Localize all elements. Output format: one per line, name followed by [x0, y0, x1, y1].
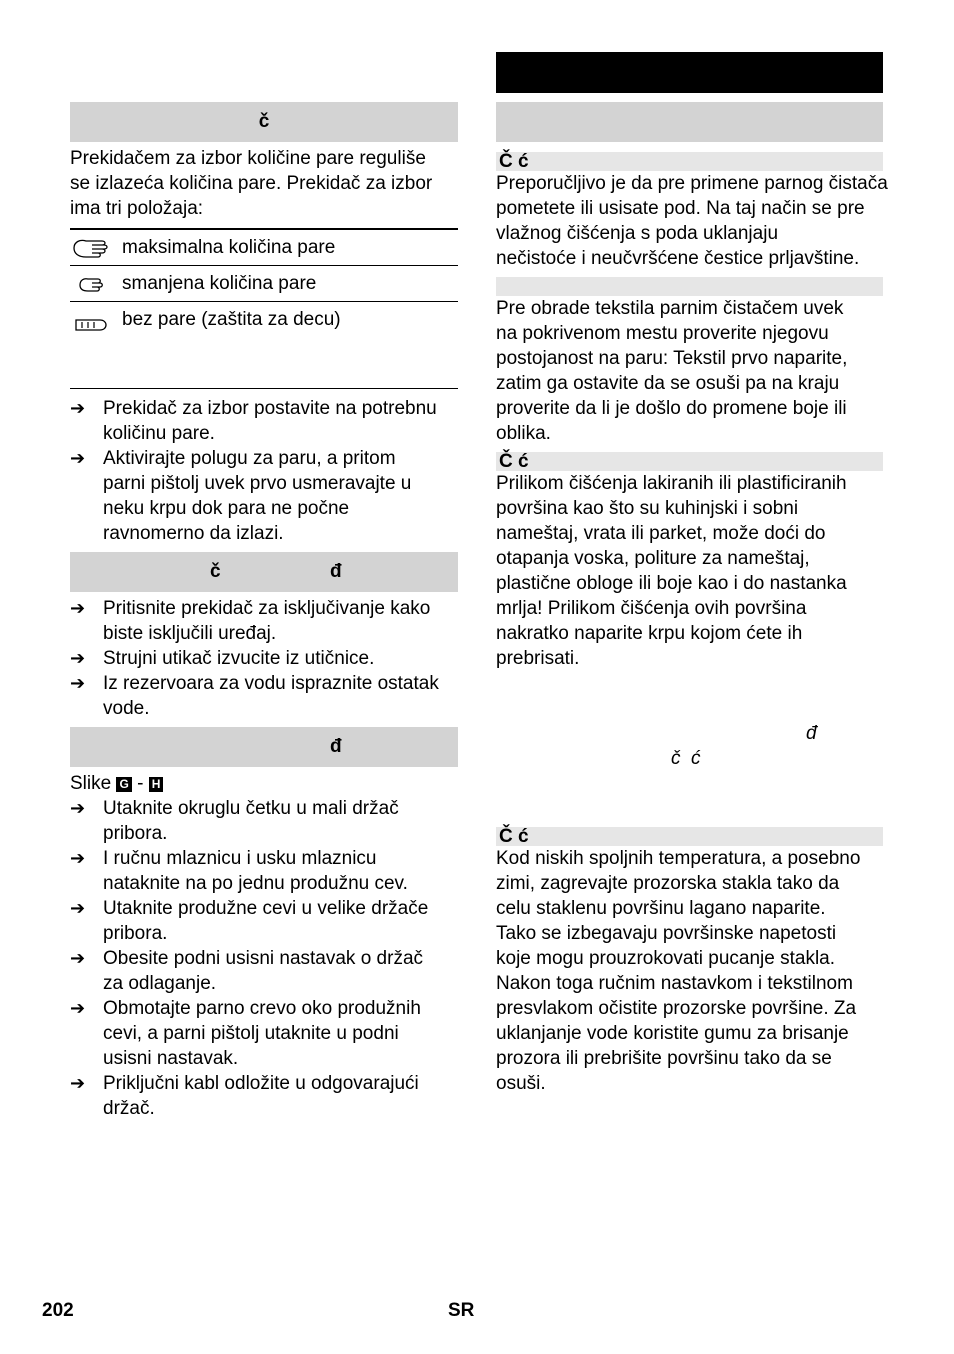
- steam-intro-paragraph: [70, 146, 465, 221]
- arrow-right-icon: ➔: [70, 448, 86, 468]
- no-steam-child-lock-icon: [72, 312, 110, 336]
- section-heading-text: đ: [330, 736, 342, 757]
- subheading-windows: [496, 827, 883, 846]
- section-heading-text: č: [258, 111, 270, 132]
- max-steam-icon: [72, 236, 110, 260]
- text-line: se izlazeća količina pare. Prekidač za izbor: [70, 173, 433, 194]
- italic-fragment: č ć: [671, 748, 701, 769]
- windows-paragraph: Kod niskih spoljnih temperatura, a posebno zimi, zagrevajte prozorska stakla tako da celu staklenu površinu lagano naparite. Tako se izbegavaju površinske napetosti koje mogu prouzrokovati pucanje stakla. Nakon toga ručnim nastavkom i tekstilnom presvlakom očistite prozorske površine. Za uklanjanje vode koristite gumu za brisanje prozora ili prebrišite površinu tako da se osuši.: [496, 848, 861, 1094]
- figure-separator: -: [137, 773, 144, 794]
- italic-fragment: đ: [806, 723, 817, 744]
- arrow-right-icon: ➔: [70, 398, 86, 418]
- steam-table-row-reduced: [70, 265, 458, 302]
- page-number: 202: [42, 1300, 74, 1321]
- language-code: SR: [448, 1300, 475, 1321]
- figure-badge-h: H: [149, 777, 164, 792]
- subheading-floor: [496, 152, 883, 171]
- arrow-right-icon: ➔: [70, 648, 86, 668]
- arrow-right-icon: ➔: [70, 998, 86, 1018]
- subheading-textile: [496, 277, 883, 296]
- arrow-right-icon: ➔: [70, 948, 86, 968]
- section-heading-text: đ: [330, 561, 342, 582]
- steam-label: bez pare (zaštita za decu): [122, 309, 341, 330]
- subheading-surfaces: [496, 452, 883, 471]
- arrow-right-icon: ➔: [70, 848, 86, 868]
- text-line: ima tri položaja:: [70, 198, 204, 219]
- steam-table-row-max: [70, 228, 458, 266]
- reduced-steam-icon: [72, 273, 110, 297]
- arrow-right-icon: ➔: [70, 673, 86, 693]
- arrow-right-icon: ➔: [70, 1073, 86, 1093]
- surfaces-paragraph: Prilikom čišćenja lakiranih ili plastificiranih površina kao što su kuhinjski i sobni nameštaj, vrata ili parket, može doći do otapanja voska, politure za nameštaj, plastične obloge ili boje kao i do nastanka mrlja! Prilikom čišćenja ovih površina nakratko naparite krpu kojom ćete ih prebrisati.: [496, 473, 847, 669]
- section-heading-text: č: [210, 561, 221, 582]
- steam-table-row-off: [70, 301, 458, 388]
- subheading-text: Č ć: [499, 151, 529, 172]
- textile-paragraph: Pre obrade tekstila parnim čistačem uvek na pokrivenom mestu proverite njegovu postojanost na paru: Tekstil prvo naparite, zatim ga ostavite da se osuši pa na kraju proverite da li je došlo do promene boje ili oblika.: [496, 298, 848, 444]
- steam-label: maksimalna količina pare: [122, 237, 336, 258]
- arrow-right-icon: ➔: [70, 898, 86, 918]
- section-heading-shutdown: [70, 552, 458, 592]
- chapter-title-bar: [496, 52, 883, 93]
- section-heading-storage: [70, 727, 458, 767]
- figures-reference: [70, 771, 163, 796]
- arrow-right-icon: ➔: [70, 798, 86, 818]
- figure-badge-g: G: [116, 777, 131, 792]
- steam-label: smanjena količina pare: [122, 273, 317, 294]
- figures-label: Slike: [70, 773, 112, 794]
- text-line: Prekidačem za izbor količine pare reguliše: [70, 148, 426, 169]
- arrow-right-icon: ➔: [70, 598, 86, 618]
- floor-paragraph: Preporučljivo je da pre primene parnog čistača pometete ili usisate pod. Na taj način se pre vlažnog čišćenja s poda uklanjaju nečistoće i neučvršćene čestice prljavštine.: [496, 173, 888, 269]
- steam-table-bottom-rule: [70, 388, 458, 389]
- subheading-text: Č ć: [499, 451, 529, 472]
- section-heading-tips: [496, 102, 883, 142]
- subheading-text: Č ć: [499, 826, 529, 847]
- section-heading-steam-quantity: [70, 102, 458, 142]
